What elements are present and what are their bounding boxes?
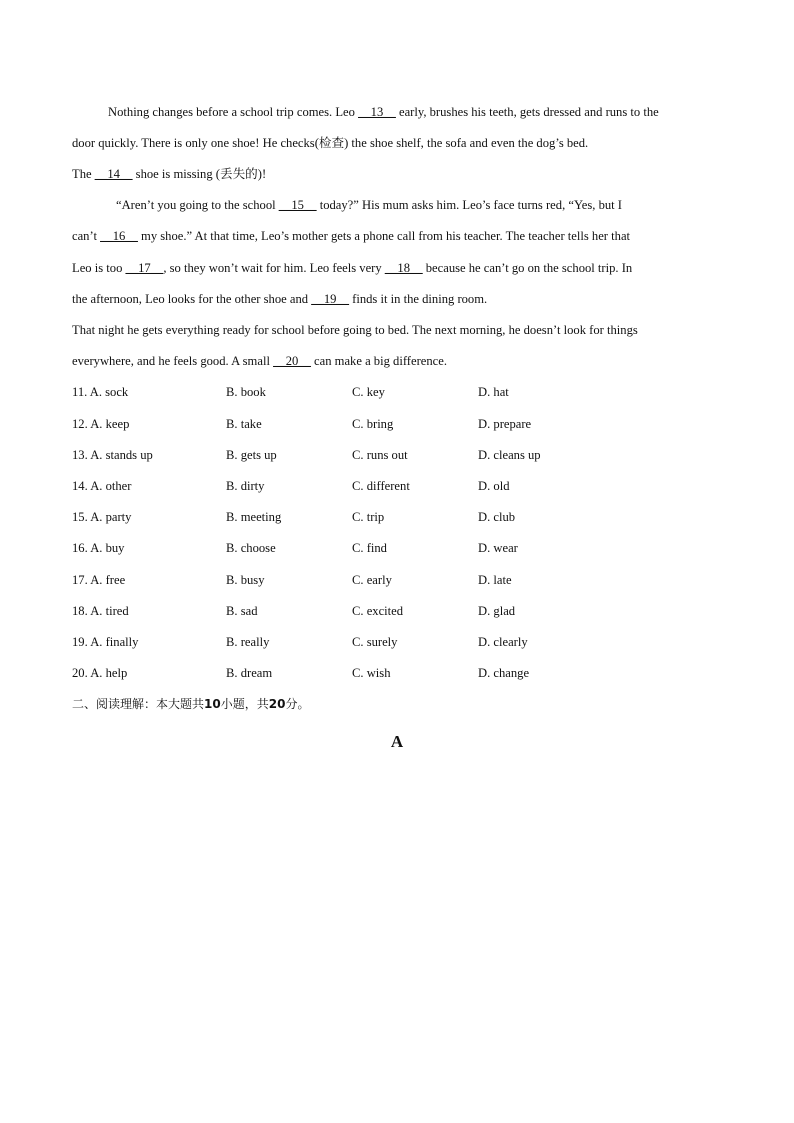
passage-line-1 bbox=[108, 104, 722, 120]
passage-line-2: door quickly. There is only one shoe! He checks(检查) the shoe shelf, the sofa and even the dog’s bed. bbox=[72, 136, 589, 150]
passage-line-4 bbox=[116, 197, 730, 213]
option-a: 17. A. free bbox=[72, 573, 126, 587]
option-a: 20. A. help bbox=[72, 666, 128, 680]
passage-line-6 bbox=[72, 260, 722, 276]
option-d: D. wear bbox=[478, 541, 518, 555]
option-c: C. excited bbox=[352, 604, 404, 618]
option-d: D. hat bbox=[478, 385, 509, 399]
option-a: 13. A. stands up bbox=[72, 448, 153, 462]
blank-17: __17__ bbox=[125, 261, 164, 275]
option-d: D. change bbox=[478, 666, 530, 680]
question-14 bbox=[72, 478, 672, 494]
option-b: B. book bbox=[226, 385, 266, 399]
text-segment: early, brushes his teeth, gets dressed and runs to the bbox=[395, 105, 659, 119]
option-b: B. dirty bbox=[226, 479, 265, 493]
passage-line-8: That night he gets everything ready for school before going to bed. The next morning, he doesn’t look for things bbox=[72, 323, 638, 337]
option-b: B. meeting bbox=[226, 510, 282, 524]
option-c: C. trip bbox=[352, 510, 385, 524]
question-17 bbox=[72, 572, 672, 588]
option-d: D. club bbox=[478, 510, 516, 524]
option-a: 14. A. other bbox=[72, 479, 132, 493]
text-segment: today?” His mum asks him. Leo’s face turns red, “Yes, but I bbox=[316, 198, 623, 212]
text-segment: my shoe.” At that time, Leo’s mother gets a phone call from his teacher. The teacher tells her that bbox=[137, 229, 631, 243]
passage-line-5 bbox=[72, 228, 722, 244]
question-19 bbox=[72, 634, 672, 650]
text-segment: can’t bbox=[72, 229, 101, 243]
option-a: 16. A. buy bbox=[72, 541, 125, 555]
blank-16: __16__ bbox=[100, 229, 138, 243]
passage-label: A bbox=[390, 732, 404, 751]
option-b: B. sad bbox=[226, 604, 258, 618]
text-segment: 分。 bbox=[285, 697, 310, 711]
option-d: D. late bbox=[478, 573, 512, 587]
option-b: B. dream bbox=[226, 666, 273, 680]
question-12 bbox=[72, 416, 672, 432]
option-c: C. bring bbox=[352, 417, 394, 431]
option-a: 18. A. tired bbox=[72, 604, 129, 618]
question-13 bbox=[72, 447, 672, 463]
text-segment: the afternoon, Leo looks for the other shoe and bbox=[72, 292, 312, 306]
question-20 bbox=[72, 665, 672, 681]
question-11 bbox=[72, 384, 672, 400]
text-segment: everywhere, and he feels good. A small bbox=[72, 354, 274, 368]
option-a: 11. A. sock bbox=[72, 385, 129, 399]
passage-line-9 bbox=[72, 353, 722, 369]
option-b: B. really bbox=[226, 635, 270, 649]
section-heading-reading bbox=[72, 696, 309, 712]
text-segment: finds it in the dining room. bbox=[349, 292, 488, 306]
option-c: C. wish bbox=[352, 666, 391, 680]
blank-20: __20__ bbox=[273, 354, 311, 368]
question-count: 10 bbox=[204, 697, 221, 711]
option-c: C. surely bbox=[352, 635, 398, 649]
text-segment: , so they won’t wait for him. Leo feels very bbox=[163, 261, 385, 275]
blank-18: __18__ bbox=[384, 261, 423, 275]
text-segment: “Aren’t you going to the school bbox=[116, 198, 279, 212]
option-c: C. runs out bbox=[352, 448, 408, 462]
text-segment: shoe is missing (丢失的)! bbox=[132, 167, 267, 181]
blank-15: __15__ bbox=[278, 198, 317, 212]
option-b: B. gets up bbox=[226, 448, 277, 462]
option-d: D. old bbox=[478, 479, 510, 493]
passage-line-3 bbox=[72, 166, 722, 182]
blank-14: __14__ bbox=[94, 167, 133, 181]
text-segment: because he can’t go on the school trip. In bbox=[422, 261, 633, 275]
option-c: C. key bbox=[352, 385, 385, 399]
option-d: D. glad bbox=[478, 604, 516, 618]
text-segment: Nothing changes before a school trip comes. Leo bbox=[108, 105, 359, 119]
passage-line-7 bbox=[72, 291, 722, 307]
question-16 bbox=[72, 540, 672, 556]
text-segment: Leo is too bbox=[72, 261, 126, 275]
text-segment: 二、阅读理解：本大题共 bbox=[72, 697, 205, 711]
question-18 bbox=[72, 603, 672, 619]
option-b: B. choose bbox=[226, 541, 276, 555]
option-a: 19. A. finally bbox=[72, 635, 139, 649]
option-a: 15. A. party bbox=[72, 510, 132, 524]
option-d: D. clearly bbox=[478, 635, 528, 649]
option-c: C. different bbox=[352, 479, 410, 493]
text-segment: 小题，共 bbox=[220, 697, 269, 711]
option-b: B. busy bbox=[226, 573, 265, 587]
text-segment: can make a big difference. bbox=[310, 354, 448, 368]
option-c: C. early bbox=[352, 573, 392, 587]
option-a: 12. A. keep bbox=[72, 417, 130, 431]
option-c: C. find bbox=[352, 541, 387, 555]
score-total: 20 bbox=[268, 697, 286, 711]
question-15 bbox=[72, 509, 672, 525]
blank-13: __13__ bbox=[358, 105, 396, 119]
option-d: D. prepare bbox=[478, 417, 532, 431]
blank-19: __19__ bbox=[311, 292, 349, 306]
text-segment: The bbox=[72, 167, 95, 181]
option-d: D. cleans up bbox=[478, 448, 541, 462]
option-b: B. take bbox=[226, 417, 262, 431]
